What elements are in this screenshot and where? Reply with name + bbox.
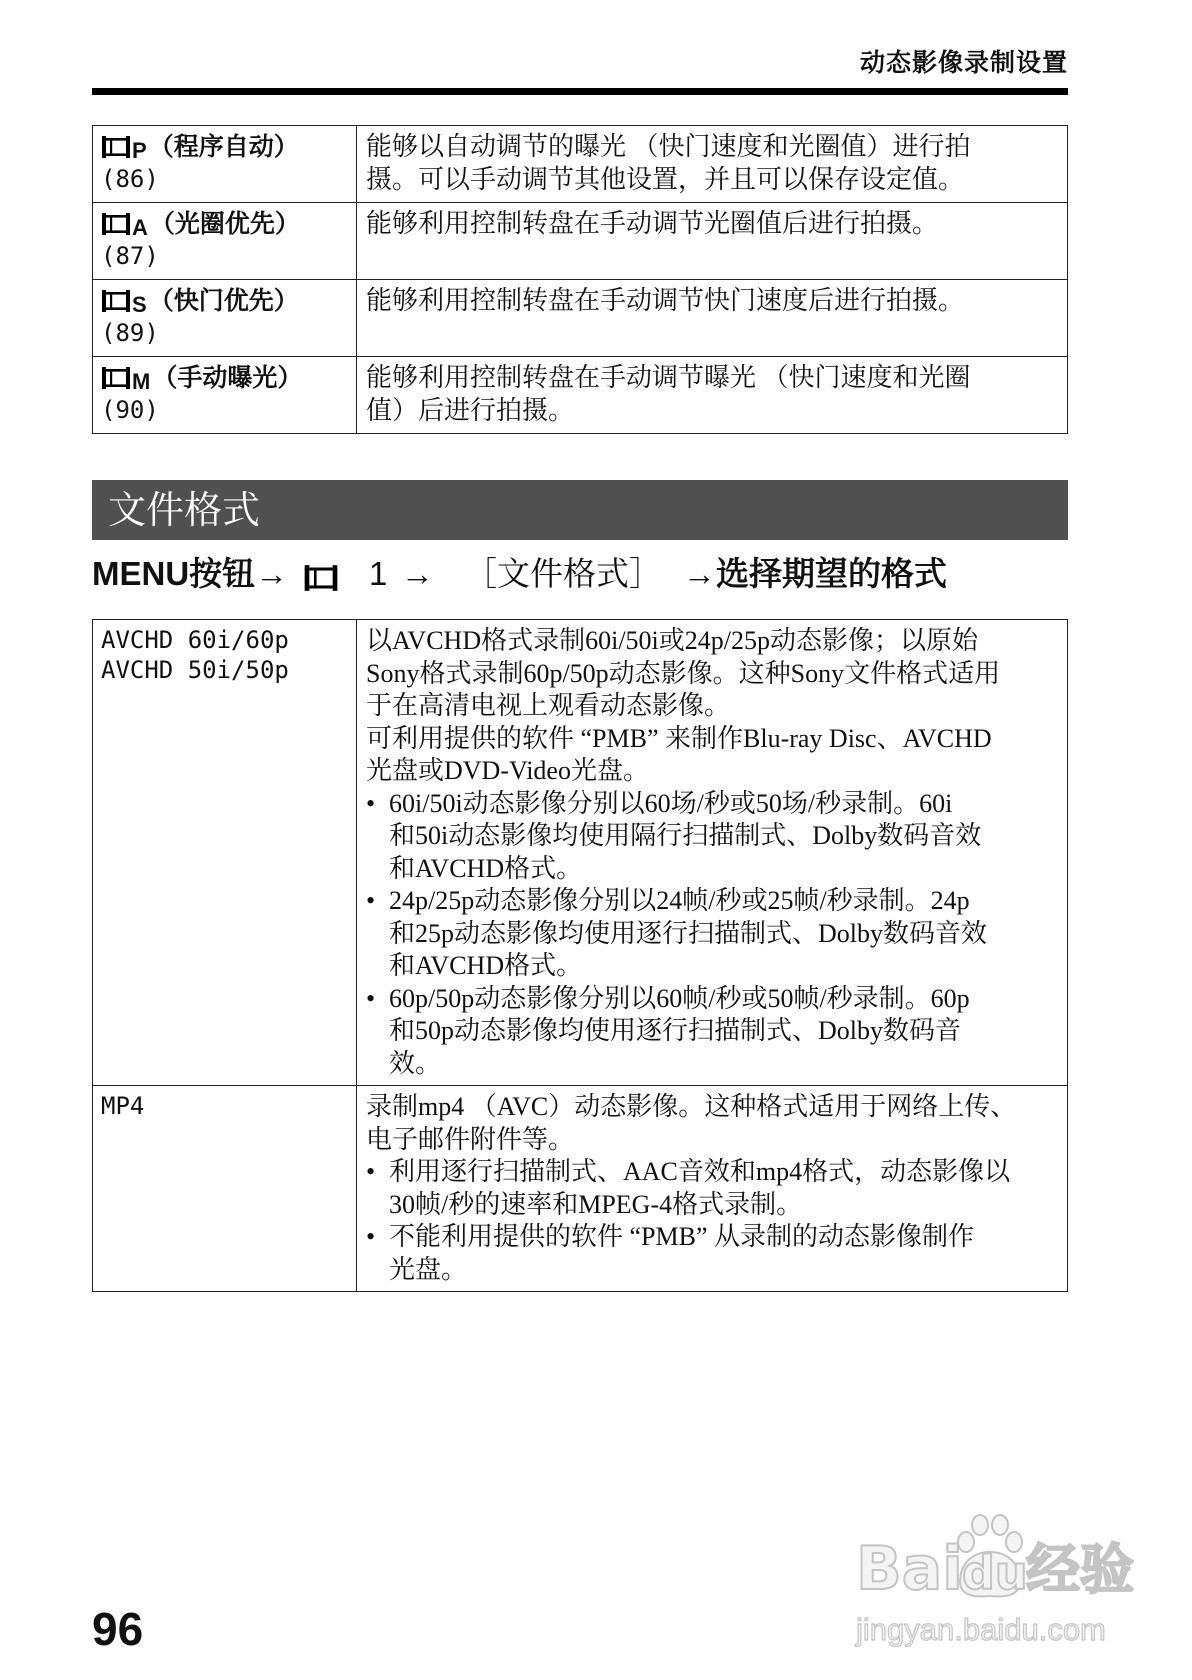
bullet-marker: •	[366, 788, 376, 818]
bullet-line: 效。	[389, 1048, 442, 1078]
header-rule	[92, 88, 1068, 95]
format-cell	[93, 620, 357, 1086]
page-reference: (87)	[101, 242, 159, 270]
description-line: 摄。可以手动调节其他设置，并且可以保存设定值。	[366, 164, 965, 194]
menu-path	[92, 554, 1068, 594]
watermark-logo-text: 经验	[1026, 1538, 1134, 1601]
bullet-line: 和25p动态影像均使用逐行扫描制式、Dolby数码音效	[389, 918, 988, 948]
bullet-line: 24p/25p动态影像分别以24帧/秒或25帧/秒录制。24p	[389, 886, 970, 915]
menu-tab-number: 1	[369, 555, 388, 592]
mode-cell	[93, 203, 357, 280]
table-row	[93, 1086, 1068, 1292]
file-format-table	[92, 619, 1068, 1292]
mode-name: （手动曝光）	[152, 363, 303, 392]
table-row	[93, 280, 1068, 357]
watermark-logo-text: du	[962, 1546, 1028, 1600]
bullet-item	[366, 788, 1059, 886]
bullet-line: 和50p动态影像均使用逐行扫描制式、Dolby数码音	[389, 1016, 962, 1045]
menu-item-name: ［文件格式］	[464, 555, 662, 592]
running-title: 动态影像录制设置	[859, 48, 1068, 77]
description-cell	[357, 357, 1068, 434]
bullet-line: 60p/50p动态影像分别以60帧/秒或50帧/秒录制。60p	[389, 983, 970, 1013]
format-name: MP4	[101, 1092, 145, 1120]
bullet-item	[366, 1221, 1059, 1286]
mode-name: （光圈优先）	[149, 209, 300, 238]
bullet-marker: •	[366, 983, 376, 1013]
mode-cell	[93, 126, 357, 203]
watermark-logo-text: Bai	[856, 1534, 963, 1604]
bullet-marker: •	[366, 886, 376, 915]
section-heading: 文件格式	[92, 480, 1068, 540]
bullet-line: 和AVCHD格式。	[389, 853, 583, 883]
page-reference: (86)	[101, 165, 159, 193]
movie-film-icon	[101, 366, 131, 390]
description-line: 能够利用控制转盘在手动调节光圈值后进行拍摄。	[366, 209, 939, 238]
description-line: 能够利用控制转盘在手动调节曝光 （快门速度和光圈	[366, 363, 971, 392]
page-number: 96	[92, 1603, 144, 1655]
movie-film-icon	[101, 135, 131, 159]
mode-cell	[93, 357, 357, 434]
bullet-line: 和AVCHD格式。	[389, 951, 583, 980]
table-row	[93, 203, 1068, 280]
menu-arrow: →	[401, 555, 434, 592]
description-line: 于在高清电视上观看动态影像。	[366, 691, 731, 720]
bullet-line: 利用逐行扫描制式、AAC音效和mp4格式，动态影像以	[389, 1157, 1011, 1186]
baidu-jingyan-watermark	[856, 1512, 1146, 1662]
description-line: Sony格式录制60p/50p动态影像。这种Sony文件格式适用	[366, 658, 1001, 688]
page-content	[92, 125, 1068, 1292]
watermark-url: jingyan.baidu.com	[856, 1612, 1106, 1647]
menu-button-step: MENU按钮→	[92, 555, 289, 592]
description-line: 值）后进行拍摄。	[366, 395, 575, 425]
mode-letter: P	[132, 138, 147, 163]
description-line: 录制mp4 （AVC）动态影像。这种格式适用于网络上传、	[366, 1092, 1017, 1121]
bullet-marker: •	[366, 1157, 376, 1186]
movie-film-icon	[301, 561, 341, 589]
table-row	[93, 620, 1068, 1086]
mode-letter: M	[132, 369, 151, 394]
description-line: 能够以自动调节的曝光 （快门速度和光圈值）进行拍	[366, 132, 971, 161]
bullet-line: 60i/50i动态影像分别以60场/秒或50场/秒录制。60i	[389, 788, 953, 818]
description-cell	[357, 280, 1068, 357]
bullet-item	[366, 885, 1059, 983]
description-cell	[357, 620, 1068, 1086]
description-line: 能够利用控制转盘在手动调节快门速度后进行拍摄。	[366, 286, 965, 315]
movie-film-icon	[101, 212, 131, 236]
description-cell	[357, 126, 1068, 203]
description-line: 电子邮件附件等。	[366, 1124, 575, 1154]
description-line: 以AVCHD格式录制60i/50i或24p/25p动态影像；以原始	[366, 626, 978, 655]
description-line: 光盘或DVD-Video光盘。	[366, 756, 649, 785]
mode-letter: S	[132, 292, 147, 317]
description-line: 可利用提供的软件 “PMB” 来制作Blu-ray Disc、AVCHD	[366, 723, 992, 753]
mode-name: （快门优先）	[148, 286, 299, 315]
bullet-marker: •	[366, 1222, 376, 1251]
page-reference: (90)	[101, 396, 159, 424]
bullet-line: 和50i动态影像均使用隔行扫描制式、Dolby数码音效	[389, 821, 982, 850]
description-cell	[357, 1086, 1068, 1292]
mode-name: （程序自动）	[148, 132, 299, 161]
table-row	[93, 357, 1068, 434]
bullet-item	[366, 1156, 1059, 1221]
format-name: AVCHD 60i/60p	[101, 626, 289, 654]
bullet-line: 30帧/秒的速率和MPEG-4格式录制。	[389, 1189, 803, 1219]
bullet-line: 不能利用提供的软件 “PMB” 从录制的动态影像制作	[389, 1222, 975, 1251]
format-cell	[93, 1086, 357, 1292]
description-cell	[357, 203, 1068, 280]
bullet-line: 光盘。	[389, 1254, 468, 1284]
bullet-item	[366, 983, 1059, 1081]
menu-action-step: →选择期望的格式	[683, 555, 947, 592]
page-reference: (89)	[101, 319, 159, 347]
mode-cell	[93, 280, 357, 357]
table-row	[93, 126, 1068, 203]
movie-film-icon	[101, 289, 131, 313]
exposure-mode-table	[92, 125, 1068, 434]
format-name: AVCHD 50i/50p	[101, 656, 289, 684]
mode-letter: A	[132, 215, 148, 240]
